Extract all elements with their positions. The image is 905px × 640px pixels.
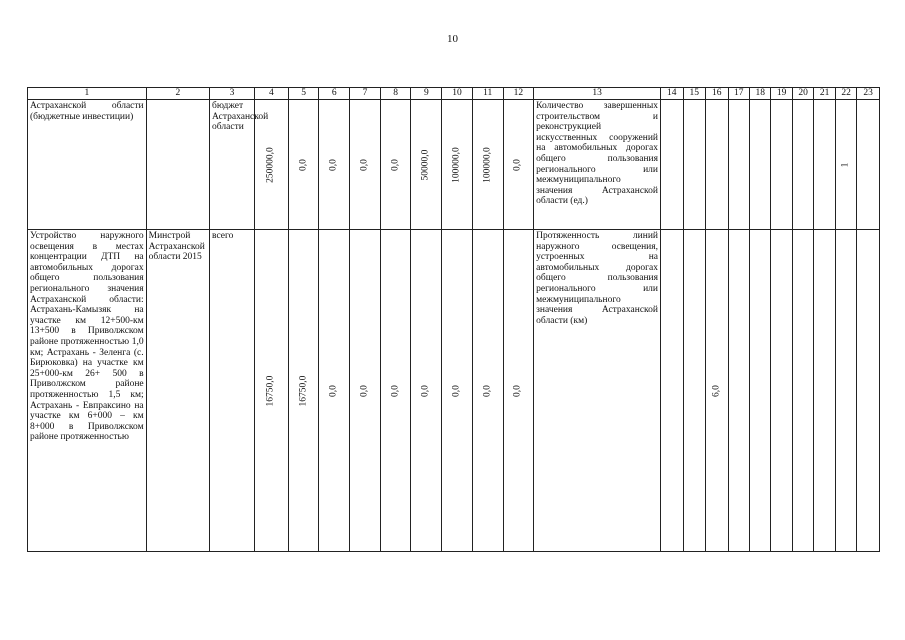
column-header: 10 — [442, 88, 473, 100]
cell-description: Устройство наружного освещения в местах концентрации ДТП на автомобильных дорогах общего пользования регионального значения Астраханской области: Астрахань-Камызяк на участке км 12+500-км 13+500 в Приволжском районе протяженностью 1,0 км; Астрахань - Зеленга (с. Бирюковка) на участке км 25+000-км 26+ 500 в Приволжском районе протяженностью 1,5 км; Астрахань - Евпраксино на участке км 6+000 – км 8+000 в Приволжском районе протяженностью — [28, 230, 147, 552]
cell-value: 0,0 — [513, 158, 524, 171]
cell-value: 6,0 — [711, 384, 722, 397]
cell-executor: Минстрой Астраханской области 2015 — [146, 230, 209, 552]
cell-indicator: Количество завершенных строительством и реконструкцией искусственных сооружений на автомобильных дорогах общего пользования регионального или межмуниципального значения Астраханской области (ед.) — [534, 100, 661, 230]
cell-value: 250000,0 — [266, 146, 277, 183]
cell-indicator: Протяженность линий наружного освещения, устроенных на автомобильных дорогах общего пользования регионального или межмуниципального значения Астраханской области (км) — [534, 230, 661, 552]
cell-value: 0,0 — [359, 158, 370, 171]
column-header: 19 — [771, 88, 792, 100]
column-header: 18 — [749, 88, 770, 100]
cell-value: 0,0 — [359, 384, 370, 397]
column-header: 13 — [534, 88, 661, 100]
cell-value: 100000,0 — [451, 146, 462, 183]
cell-value: 0,0 — [482, 384, 493, 397]
column-header: 3 — [210, 88, 255, 100]
cell-description: Астраханской области (бюджетные инвестиции) — [28, 100, 147, 230]
column-number-row — [28, 88, 880, 100]
column-header: 6 — [319, 88, 350, 100]
column-header: 9 — [411, 88, 442, 100]
column-header: 8 — [380, 88, 411, 100]
cell-value: 0,0 — [451, 384, 462, 397]
column-header: 16 — [706, 88, 729, 100]
cell-value: 0,0 — [390, 158, 401, 171]
cell-value: 16750,0 — [266, 375, 277, 406]
column-header: 11 — [472, 88, 503, 100]
column-header: 15 — [683, 88, 706, 100]
column-header: 7 — [350, 88, 381, 100]
column-header: 5 — [288, 88, 319, 100]
table-row — [28, 100, 880, 230]
column-header: 12 — [503, 88, 534, 100]
cell-source: всего — [210, 230, 255, 552]
cell-value: 0,0 — [513, 384, 524, 397]
page-number: 10 — [447, 33, 458, 45]
column-header: 21 — [814, 88, 835, 100]
cell-value: 50000,0 — [421, 149, 432, 180]
column-header: 23 — [857, 88, 880, 100]
cell-value: 16750,0 — [298, 375, 309, 406]
column-header: 17 — [728, 88, 749, 100]
cell-value: 0,0 — [390, 384, 401, 397]
cell-value: 0,0 — [421, 384, 432, 397]
cell-source: бюджет Астраханской области — [210, 100, 255, 230]
investment-table — [27, 87, 880, 552]
cell-value: 100000,0 — [482, 146, 493, 183]
cell-value: 0,0 — [329, 384, 339, 397]
column-header: 14 — [661, 88, 684, 100]
column-header: 2 — [146, 88, 209, 100]
table-row — [28, 230, 880, 552]
column-header: 4 — [255, 88, 289, 100]
cell-value: 0,0 — [329, 158, 339, 171]
column-header: 22 — [835, 88, 856, 100]
column-header: 20 — [792, 88, 813, 100]
column-header: 1 — [28, 88, 147, 100]
cell-value: 0,0 — [298, 158, 309, 171]
cell-value: 1 — [840, 162, 851, 167]
cell-executor — [146, 100, 209, 230]
